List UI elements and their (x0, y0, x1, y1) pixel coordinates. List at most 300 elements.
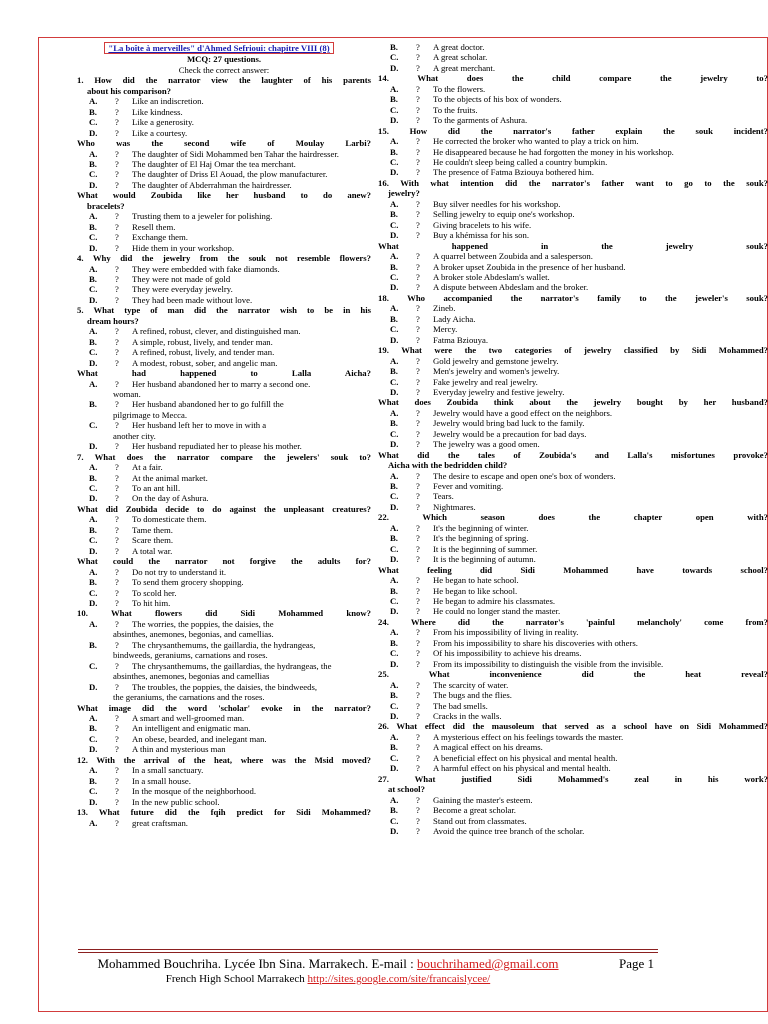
answer-option[interactable] (378, 84, 768, 94)
answer-option[interactable] (378, 586, 768, 596)
checkbox-mark[interactable]: ? (416, 658, 420, 669)
checkbox-mark[interactable]: ? (416, 167, 420, 178)
answer-option[interactable] (378, 544, 768, 554)
answer-option[interactable] (77, 264, 371, 274)
answer-option[interactable] (378, 627, 768, 637)
checkbox-mark[interactable]: ? (115, 106, 119, 117)
checkbox-mark[interactable]: ? (416, 679, 420, 690)
checkbox-mark[interactable]: ? (416, 825, 420, 836)
checkbox-mark[interactable]: ? (416, 763, 420, 774)
checkbox-mark[interactable]: ? (416, 386, 420, 397)
answer-option[interactable] (77, 441, 371, 451)
option-text: A refined, robust, clever, and distinguished man. (132, 326, 301, 337)
checkbox-mark[interactable]: ? (416, 481, 420, 492)
answer-option[interactable] (378, 701, 768, 711)
checkbox-mark[interactable]: ? (416, 83, 420, 94)
checkbox-mark[interactable]: ? (115, 211, 119, 222)
checkbox-mark[interactable]: ? (416, 104, 420, 115)
option-letter: B. (390, 146, 398, 157)
question-block (378, 565, 768, 617)
checkbox-mark[interactable]: ? (416, 251, 420, 262)
answer-option[interactable] (77, 483, 371, 493)
checkbox-mark[interactable]: ? (115, 535, 119, 546)
answer-option[interactable] (378, 648, 768, 658)
document-subtitle: MCQ: 27 questions. (186, 54, 262, 65)
answer-option[interactable] (77, 598, 371, 608)
checkbox-mark[interactable]: ? (115, 96, 119, 107)
checkbox-mark[interactable]: ? (115, 744, 119, 755)
question-stem: How did the narrator's father explain the souk incident? (409, 125, 768, 136)
checkbox-mark[interactable]: ? (115, 326, 119, 337)
answer-option[interactable] (77, 358, 371, 368)
checkbox-mark[interactable]: ? (115, 598, 119, 609)
checkbox-mark[interactable]: ? (115, 493, 119, 504)
answer-option[interactable] (378, 230, 768, 240)
answer-option[interactable] (77, 619, 371, 629)
checkbox-mark[interactable]: ? (416, 543, 420, 554)
question-number: 18. (378, 292, 389, 303)
checkbox-mark[interactable]: ? (416, 690, 420, 701)
question-block (378, 450, 768, 513)
checkbox-mark[interactable]: ? (416, 52, 420, 63)
answer-option[interactable] (378, 439, 768, 449)
question-stem: Why did the jewelry from the souk not resemble flowers? (92, 253, 372, 264)
option-text: In the new public school. (132, 796, 220, 807)
answer-option[interactable] (378, 753, 768, 763)
answer-option[interactable] (378, 262, 768, 272)
answer-option[interactable] (77, 462, 371, 472)
checkbox-mark[interactable]: ? (416, 606, 420, 617)
checkbox-mark[interactable]: ? (115, 294, 119, 305)
answer-option[interactable] (378, 471, 768, 481)
answer-option[interactable] (77, 818, 371, 828)
checkbox-mark[interactable]: ? (115, 221, 119, 232)
question-block (378, 669, 768, 721)
option-letter: B. (89, 273, 97, 284)
answer-option[interactable] (378, 408, 768, 418)
answer-option[interactable] (378, 690, 768, 700)
answer-option[interactable] (77, 734, 371, 744)
answer-option[interactable] (378, 251, 768, 261)
answer-option[interactable] (77, 211, 371, 221)
checkbox-mark[interactable]: ? (115, 639, 119, 650)
answer-option[interactable] (378, 157, 768, 167)
option-text: A magical effect on his dreams. (433, 742, 543, 753)
option-letter: A. (390, 407, 399, 418)
option-text: great craftsman. (132, 817, 188, 828)
option-letter: A. (390, 522, 399, 533)
checkbox-mark[interactable]: ? (416, 637, 420, 648)
question-stem: What were the two categories of jewelry classified by Sidi Mohammed? (401, 345, 768, 356)
checkbox-mark[interactable]: ? (416, 156, 420, 167)
checkbox-mark[interactable]: ? (115, 660, 119, 671)
answer-option[interactable] (77, 399, 371, 409)
checkbox-mark[interactable]: ? (416, 115, 420, 126)
answer-option[interactable] (378, 356, 768, 366)
checkbox-mark[interactable]: ? (115, 733, 119, 744)
answer-option[interactable] (378, 805, 768, 815)
answer-option[interactable] (378, 63, 768, 73)
checkbox-mark[interactable]: ? (416, 198, 420, 209)
answer-option[interactable] (378, 533, 768, 543)
checkbox-mark[interactable]: ? (416, 522, 420, 533)
checkbox-mark[interactable]: ? (115, 765, 119, 776)
answer-option[interactable] (378, 429, 768, 439)
checkbox-mark[interactable]: ? (416, 648, 420, 659)
option-text: The scarcity of water. (433, 679, 509, 690)
checkbox-mark[interactable]: ? (115, 378, 119, 389)
checkbox-mark[interactable]: ? (416, 554, 420, 565)
answer-option[interactable] (77, 776, 371, 786)
option-text: From his impossibility to share his discoveries with others. (433, 637, 638, 648)
checkbox-mark[interactable]: ? (416, 146, 420, 157)
question-block (77, 75, 371, 138)
option-text: Resell them. (132, 221, 176, 232)
answer-option[interactable] (378, 606, 768, 616)
answer-option[interactable] (378, 596, 768, 606)
checkbox-mark[interactable]: ? (115, 148, 119, 159)
email-link[interactable]: bouchrihamed@gmail.com (416, 956, 559, 971)
answer-option[interactable] (77, 797, 371, 807)
answer-option[interactable] (77, 243, 371, 253)
question-block (378, 73, 768, 125)
checkbox-mark[interactable]: ? (416, 407, 420, 418)
checkbox-mark[interactable]: ? (416, 439, 420, 450)
checkbox-mark[interactable]: ? (115, 232, 119, 243)
checkbox-mark[interactable]: ? (416, 805, 420, 816)
option-letter: C. (89, 117, 98, 128)
option-text: A beneficial effect on his physical and mental health. (433, 752, 618, 763)
checkbox-mark[interactable]: ? (416, 742, 420, 753)
answer-option[interactable] (378, 826, 768, 836)
question-text (378, 126, 768, 136)
answer-option[interactable] (77, 577, 371, 587)
question-block (378, 345, 768, 397)
checkbox-mark[interactable]: ? (115, 441, 119, 452)
answer-option[interactable] (378, 335, 768, 345)
checkbox-mark[interactable]: ? (115, 723, 119, 734)
option-text: Her husband repudiated her to please his mother. (132, 441, 302, 452)
checkbox-mark[interactable]: ? (416, 303, 420, 314)
question-stem: Who accompanied the narrator's family to the jeweler's souk? (407, 292, 768, 303)
checkbox-mark[interactable]: ? (115, 796, 119, 807)
answer-option[interactable] (378, 481, 768, 491)
answer-option[interactable] (378, 282, 768, 292)
answer-option[interactable] (378, 272, 768, 282)
answer-option[interactable] (378, 136, 768, 146)
checkbox-mark[interactable]: ? (416, 596, 420, 607)
checkbox-mark[interactable]: ? (416, 261, 420, 272)
answer-option[interactable] (378, 94, 768, 104)
option-letter: A. (89, 378, 98, 389)
checkbox-mark[interactable]: ? (416, 94, 420, 105)
answer-option[interactable] (77, 149, 371, 159)
checkbox-mark[interactable]: ? (115, 618, 119, 629)
question-number: 26. (378, 721, 389, 732)
answer-option[interactable] (77, 682, 371, 692)
option-letter: A. (390, 136, 399, 147)
checkbox-mark[interactable]: ? (115, 786, 119, 797)
page-number: Page 1 (619, 956, 655, 971)
answer-option[interactable] (77, 744, 371, 754)
answer-option[interactable] (378, 742, 768, 752)
checkbox-mark[interactable]: ? (416, 711, 420, 721)
option-text: A modest, robust, sober, and angelic man. (132, 357, 278, 368)
option-text: The worries, the poppies, the daisies, the (132, 618, 274, 629)
checkbox-mark[interactable]: ? (115, 545, 119, 556)
checkbox-mark[interactable]: ? (115, 524, 119, 535)
checkbox-mark[interactable]: ? (115, 169, 119, 180)
option-letter: D. (390, 334, 399, 345)
option-letter: A. (390, 575, 399, 586)
answer-option[interactable] (77, 786, 371, 796)
option-text: He could no longer stand the master. (433, 606, 561, 617)
answer-option[interactable] (378, 209, 768, 219)
checkbox-mark[interactable]: ? (416, 627, 420, 638)
checkbox-mark[interactable]: ? (416, 731, 420, 742)
option-letter: A. (390, 627, 399, 638)
answer-option[interactable] (77, 169, 371, 179)
answer-option[interactable] (378, 795, 768, 805)
option-letter: D. (89, 493, 98, 504)
option-text: To hit him. (132, 598, 171, 609)
checkbox-mark[interactable]: ? (416, 313, 420, 324)
answer-option[interactable] (378, 387, 768, 397)
option-letter: D. (89, 357, 98, 368)
answer-option[interactable] (77, 284, 371, 294)
checkbox-mark[interactable]: ? (416, 376, 420, 387)
answer-option[interactable] (378, 105, 768, 115)
question-stem: What flowers did Sidi Mohammed know? (110, 608, 371, 619)
answer-option[interactable] (77, 420, 371, 430)
answer-option[interactable] (378, 303, 768, 313)
question-stem: What type of man did the narrator wish to be in his (93, 305, 372, 316)
answer-option[interactable] (77, 347, 371, 357)
checkbox-mark[interactable]: ? (115, 587, 119, 598)
checkbox-mark[interactable]: ? (416, 324, 420, 335)
answer-option[interactable] (77, 337, 371, 347)
checkbox-mark[interactable]: ? (416, 501, 420, 512)
answer-option[interactable] (77, 640, 371, 650)
checkbox-mark[interactable]: ? (115, 284, 119, 295)
answer-option[interactable] (77, 107, 371, 117)
answer-option[interactable] (77, 274, 371, 284)
answer-option[interactable] (77, 535, 371, 545)
option-letter: D. (89, 127, 98, 138)
checkbox-mark[interactable]: ? (115, 127, 119, 138)
answer-option[interactable] (77, 661, 371, 671)
question-stem: What does the narrator compare the jewelers' souk to? (94, 451, 371, 462)
answer-option[interactable] (77, 567, 371, 577)
answer-option[interactable] (378, 199, 768, 209)
checkbox-mark[interactable]: ? (115, 462, 119, 473)
option-letter: A. (89, 462, 98, 473)
answer-option[interactable] (378, 147, 768, 157)
option-letter: A. (390, 679, 399, 690)
checkbox-mark[interactable]: ? (115, 357, 119, 368)
answer-option[interactable] (378, 638, 768, 648)
option-text: The bugs and the flies. (433, 690, 512, 701)
option-letter: A. (89, 326, 98, 337)
checkbox-mark[interactable]: ? (416, 428, 420, 439)
option-letter: C. (89, 483, 98, 494)
answer-option[interactable] (378, 502, 768, 512)
option-text: They were not made of gold (132, 273, 231, 284)
answer-option[interactable] (378, 816, 768, 826)
checkbox-mark[interactable]: ? (416, 815, 420, 826)
option-letter: A. (390, 303, 399, 314)
answer-option[interactable] (77, 765, 371, 775)
checkbox-mark[interactable]: ? (115, 347, 119, 358)
question-stem: What future did the fqih predict for Sidi Mohammed? (98, 807, 372, 818)
checkbox-mark[interactable]: ? (115, 775, 119, 786)
checkbox-mark[interactable]: ? (416, 219, 420, 230)
option-letter: C. (390, 156, 399, 167)
website-link[interactable]: http://sites.google.com/site/francaislycee/ (307, 973, 491, 985)
option-text: An obese, bearded, and inelegant man. (132, 733, 267, 744)
answer-option[interactable] (77, 713, 371, 723)
answer-option[interactable] (378, 554, 768, 564)
answer-option[interactable] (378, 711, 768, 721)
answer-option[interactable] (77, 232, 371, 242)
answer-option[interactable] (77, 379, 371, 389)
checkbox-mark[interactable]: ? (115, 158, 119, 169)
option-text: Buy silver needles for his workshop. (433, 198, 561, 209)
answer-option[interactable] (378, 167, 768, 177)
option-text: The chrysanthemums, the gaillardia, the hydrangeas, (132, 639, 316, 650)
checkbox-mark[interactable]: ? (416, 491, 420, 502)
option-letter: C. (390, 219, 399, 230)
checkbox-mark[interactable]: ? (416, 794, 420, 805)
answer-option[interactable] (378, 680, 768, 690)
checkbox-mark[interactable]: ? (416, 42, 420, 52)
checkbox-mark[interactable]: ? (115, 336, 119, 347)
answer-option[interactable] (77, 525, 371, 535)
checkbox-mark[interactable]: ? (115, 117, 119, 128)
checkbox-mark[interactable]: ? (115, 399, 119, 410)
answer-option[interactable] (378, 575, 768, 585)
answer-option[interactable] (77, 514, 371, 524)
checkbox-mark[interactable]: ? (115, 242, 119, 253)
checkbox-mark[interactable]: ? (416, 752, 420, 763)
option-text: It is the beginning of summer. (433, 543, 538, 554)
checkbox-mark[interactable]: ? (115, 273, 119, 284)
option-letter: C. (390, 271, 399, 282)
checkbox-mark[interactable]: ? (416, 62, 420, 73)
answer-option[interactable] (77, 588, 371, 598)
option-text: Of his impossibility to achieve his dreams. (433, 648, 582, 659)
option-text: Nightmares. (433, 501, 476, 512)
question-text (378, 397, 768, 407)
answer-option[interactable] (77, 222, 371, 232)
question-block (378, 721, 768, 773)
answer-option[interactable] (77, 723, 371, 733)
answer-option[interactable] (378, 418, 768, 428)
answer-option[interactable] (378, 52, 768, 62)
answer-option[interactable] (77, 128, 371, 138)
answer-option[interactable] (77, 159, 371, 169)
answer-option[interactable] (378, 491, 768, 501)
checkbox-mark[interactable]: ? (416, 271, 420, 282)
answer-option[interactable] (378, 659, 768, 669)
checkbox-mark[interactable]: ? (115, 472, 119, 483)
question-text (77, 305, 371, 315)
checkbox-mark[interactable]: ? (115, 577, 119, 588)
answer-option[interactable] (77, 493, 371, 503)
answer-option[interactable] (77, 473, 371, 483)
checkbox-mark[interactable]: ? (115, 566, 119, 577)
answer-option[interactable] (378, 42, 768, 52)
answer-option[interactable] (378, 366, 768, 376)
checkbox-mark[interactable]: ? (416, 585, 420, 596)
answer-option[interactable] (378, 115, 768, 125)
checkbox-mark[interactable]: ? (115, 420, 119, 431)
checkbox-mark[interactable]: ? (416, 700, 420, 711)
answer-option[interactable] (378, 523, 768, 533)
option-letter: B. (89, 472, 97, 483)
answer-option[interactable] (77, 180, 371, 190)
question-text (378, 669, 768, 679)
checkbox-mark[interactable]: ? (416, 366, 420, 377)
checkbox-mark[interactable]: ? (416, 136, 420, 147)
checkbox-mark[interactable]: ? (416, 282, 420, 293)
checkbox-mark[interactable]: ? (115, 483, 119, 494)
checkbox-mark[interactable]: ? (416, 230, 420, 241)
option-letter: D. (89, 796, 98, 807)
checkbox-mark[interactable]: ? (416, 575, 420, 586)
option-text: Like an indiscretion. (132, 96, 204, 107)
answer-option[interactable] (378, 220, 768, 230)
checkbox-mark[interactable]: ? (115, 713, 119, 723)
answer-option[interactable] (77, 96, 371, 106)
answer-option[interactable] (77, 117, 371, 127)
answer-option[interactable] (378, 763, 768, 773)
option-letter: C. (390, 491, 399, 502)
option-text: It is the beginning of autumn. (433, 554, 536, 565)
checkbox-mark[interactable]: ? (416, 533, 420, 544)
checkbox-mark[interactable]: ? (115, 179, 119, 190)
question-number: 25. (378, 669, 389, 680)
answer-option[interactable] (378, 324, 768, 334)
answer-option[interactable] (378, 732, 768, 742)
answer-option[interactable] (77, 546, 371, 556)
checkbox-mark[interactable]: ? (416, 355, 420, 366)
checkbox-mark[interactable]: ? (416, 470, 420, 481)
option-letter: B. (89, 639, 97, 650)
checkbox-mark[interactable]: ? (115, 514, 119, 525)
checkbox-mark[interactable]: ? (416, 209, 420, 220)
checkbox-mark[interactable]: ? (416, 334, 420, 345)
option-letter: B. (390, 637, 398, 648)
checkbox-mark[interactable]: ? (115, 263, 119, 274)
checkbox-mark[interactable]: ? (115, 681, 119, 692)
checkbox-mark[interactable]: ? (416, 418, 420, 429)
option-text: He began to hate school. (433, 575, 519, 586)
question-stem: What had happened to Lalla Aicha? (77, 368, 371, 379)
answer-option[interactable] (378, 314, 768, 324)
answer-option[interactable] (77, 295, 371, 305)
option-text: A great merchant. (433, 62, 495, 73)
option-letter: D. (390, 658, 399, 669)
left-column (77, 42, 371, 828)
option-text: A simple, robust, lively, and tender man. (132, 336, 273, 347)
answer-option[interactable] (77, 326, 371, 336)
option-letter: D. (89, 242, 98, 253)
option-text: In a small house. (132, 775, 191, 786)
answer-option[interactable] (378, 377, 768, 387)
checkbox-mark[interactable]: ? (115, 817, 119, 828)
question-number: 7. (77, 451, 84, 462)
